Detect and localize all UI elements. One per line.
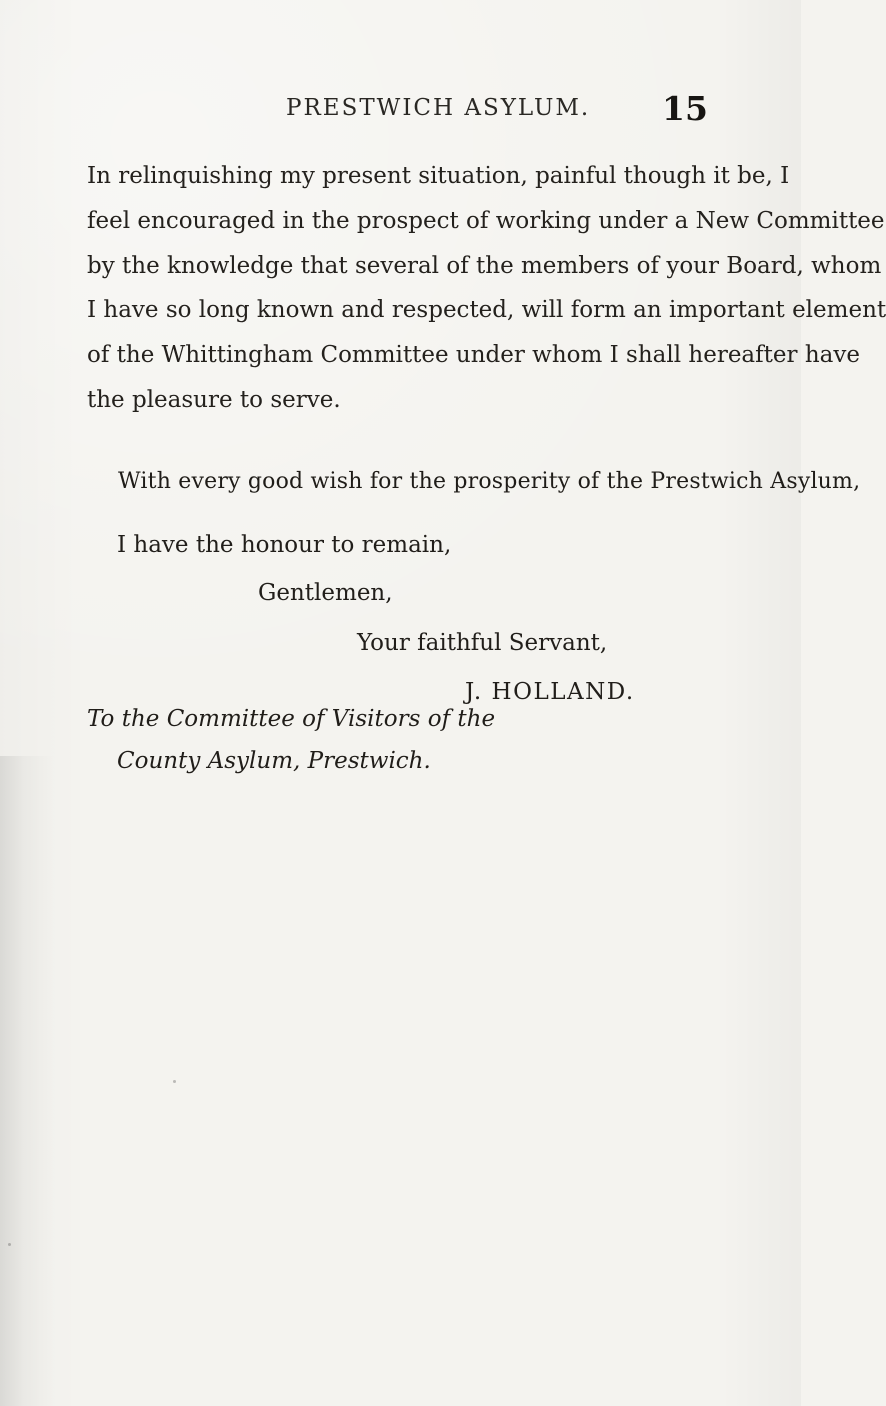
closing-gentlemen: Gentlemen, <box>258 580 393 606</box>
page-number: 15 <box>662 89 708 128</box>
main-paragraph <box>87 154 886 423</box>
paragraph-line: by the knowledge that several of the members of your Board, whom <box>87 252 882 279</box>
paper-speck <box>173 1080 176 1083</box>
closing-remain: I have the honour to remain, <box>117 532 452 558</box>
signature: J. HOLLAND. <box>465 679 635 705</box>
address-line-1: To the Committee of Visitors of the <box>87 706 496 732</box>
paragraph-line: In relinquishing my present situation, painful though it be, I <box>87 163 790 189</box>
page-edge-shadow <box>0 756 54 1406</box>
good-wish-line: With every good wish for the prosperity of the Prestwich Asylum, <box>118 469 861 494</box>
running-header: PRESTWICH ASYLUM. <box>286 95 591 121</box>
paragraph-line: feel encouraged in the prospect of working under a New Committee <box>87 207 885 234</box>
paragraph-line: I have so long known and respected, will form an important element <box>87 297 886 324</box>
recipient-address <box>87 698 495 782</box>
closing-servant: Your faithful Servant, <box>357 630 608 656</box>
paragraph-line: the pleasure to serve. <box>87 386 341 413</box>
address-line-2: County Asylum, Prestwich. <box>117 748 431 774</box>
paragraph-line: of the Whittingham Committee under whom I shall hereafter have <box>87 342 860 369</box>
paper-speck <box>8 1243 11 1246</box>
